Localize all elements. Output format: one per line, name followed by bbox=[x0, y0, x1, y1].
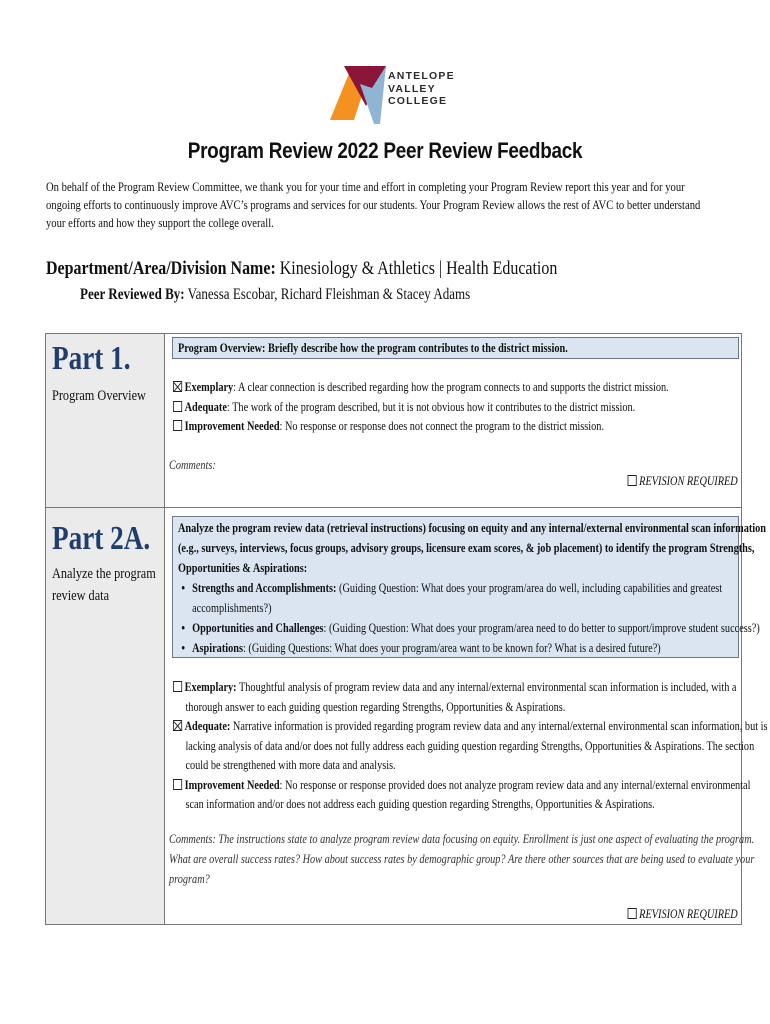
part2a-question bbox=[178, 518, 766, 658]
logo-text bbox=[388, 70, 455, 108]
bullet-label: Aspirations bbox=[192, 641, 243, 655]
option-continuation: could be strengthened with more data and analysis. bbox=[185, 758, 396, 772]
question-line: (e.g., surveys, interviews, focus groups, advisory groups, licensure exam scores, & job placement) to identify the program Strengths, bbox=[178, 541, 755, 555]
option-continuation: thorough answer to each guiding question regarding Strengths, Opportunities & Aspirations. bbox=[185, 699, 566, 714]
part1-options bbox=[173, 378, 669, 437]
option-label: Adequate bbox=[184, 399, 227, 414]
department-label: Department/Area/Division Name: bbox=[46, 258, 276, 279]
option-label: Exemplary bbox=[184, 380, 234, 394]
comment-line: Comments: The instructions state to analyze program review data focusing on equity. Enrollment is just one aspect of evaluating the program. bbox=[169, 832, 755, 846]
checkbox-checked-icon[interactable] bbox=[173, 381, 182, 392]
peer-value: Vanessa Escobar, Richard Fleishman & Stacey Adams bbox=[187, 286, 471, 303]
option-improvement-needed bbox=[173, 776, 768, 796]
intro-paragraph: On behalf of the Program Review Committee, we thank you for your time and effort in completing your Program Review report this year and for your ongoing efforts to continuously improve AVC’s programs and services for our students. Your Program Review allows the rest of AVC to better understand your efforts and how they support the college overall. bbox=[46, 180, 701, 230]
checkbox-icon[interactable] bbox=[173, 681, 182, 692]
option-text: : The work of the program described, but it is not obvious how it contributes to the district mission. bbox=[226, 399, 636, 414]
logo-line: VALLEY bbox=[388, 82, 436, 95]
part2a-comments bbox=[169, 829, 754, 889]
bullet-text: : (Guiding Question: What does your program/area need to do better to support/improve student success?) bbox=[323, 621, 760, 635]
revision-label: REVISION REQUIRED bbox=[639, 474, 738, 488]
row-divider bbox=[46, 507, 741, 508]
list-item bbox=[178, 638, 766, 658]
part1-question-box bbox=[172, 337, 739, 359]
part2a-subtitle bbox=[52, 563, 167, 607]
revision-label: REVISION REQUIRED bbox=[639, 907, 738, 921]
peer-reviewed-line bbox=[80, 286, 470, 304]
option-adequate bbox=[173, 717, 768, 737]
question-line: Analyze the program review data (retrieval instructions) focusing on equity and any internal/external environmental scan information bbox=[178, 521, 766, 535]
part2a-question-box bbox=[172, 516, 766, 658]
part-column bbox=[46, 334, 165, 924]
option-text: : No response or response provided does not analyze program review data and any internal/external environmental bbox=[279, 777, 751, 792]
option-text: Narrative information is provided regarding program review data and any internal/external environmental scan information, but is bbox=[230, 719, 768, 733]
part1-question: Program Overview: Briefly describe how the program contributes to the district mission. bbox=[178, 341, 568, 355]
option-text: : A clear connection is described regarding how the program connects to and supports the district mission. bbox=[233, 380, 669, 394]
part2a-options bbox=[173, 678, 768, 815]
comment-line: What are overall success rates? How about success rates by demographic group? Are there other sources that are being used to evaluate your bbox=[169, 852, 755, 866]
option-label: Exemplary: bbox=[184, 680, 237, 694]
part1-heading: Part 1. bbox=[52, 340, 131, 377]
bullet-text: (Guiding Question: What does your program/area do well, including capabilities and greatest bbox=[336, 581, 723, 595]
part2a-subtitle-line: review data bbox=[52, 588, 110, 604]
part1-subtitle: Program Overview bbox=[52, 388, 146, 404]
logo-line: COLLEGE bbox=[388, 95, 448, 107]
list-item bbox=[178, 618, 766, 638]
option-text: Thoughtful analysis of program review data and any internal/external environmental scan information is included, with a bbox=[236, 680, 737, 694]
department-value: Kinesiology & Athletics | Health Education bbox=[279, 258, 558, 279]
part1-comments: Comments: bbox=[169, 458, 216, 472]
option-continuation: lacking analysis of data and/or does not fully address each guiding question regarding Strengths, Opportunities & Aspirations. The section bbox=[185, 738, 755, 753]
review-table bbox=[45, 333, 768, 925]
department-line bbox=[46, 258, 557, 280]
option-improvement-needed bbox=[173, 417, 669, 437]
option-exemplary bbox=[173, 378, 669, 398]
checkbox-icon[interactable] bbox=[173, 420, 182, 431]
part2a-revision-required bbox=[628, 907, 738, 922]
guiding-questions-list bbox=[178, 578, 766, 658]
list-item bbox=[178, 578, 766, 618]
checkbox-icon[interactable] bbox=[173, 401, 182, 412]
bullet-label: Strengths and Accomplishments: bbox=[192, 581, 337, 595]
bullet-text: accomplishments?) bbox=[192, 601, 272, 615]
checkbox-icon[interactable] bbox=[628, 908, 637, 919]
checkbox-icon[interactable] bbox=[628, 475, 637, 486]
option-label: Improvement Needed bbox=[184, 777, 280, 792]
peer-label: Peer Reviewed By: bbox=[80, 286, 185, 303]
option-label: Improvement Needed bbox=[184, 419, 280, 433]
page-title: Program Review 2022 Peer Review Feedback bbox=[187, 138, 583, 163]
part2a-heading: Part 2A. bbox=[52, 520, 151, 557]
checkbox-checked-icon[interactable] bbox=[173, 720, 182, 731]
checkbox-icon[interactable] bbox=[173, 779, 182, 790]
logo-line: ANTELOPE bbox=[388, 70, 455, 82]
part1-revision-required bbox=[628, 474, 738, 489]
comment-line: program? bbox=[169, 872, 210, 886]
question-line: Opportunities & Aspirations: bbox=[178, 561, 308, 575]
part2a-subtitle-line: Analyze the program bbox=[52, 566, 156, 582]
option-continuation: scan information and/or does not address each guiding question regarding Strengths, Opportunities & Aspirations. bbox=[185, 797, 655, 811]
option-label: Adequate: bbox=[184, 719, 231, 733]
option-exemplary bbox=[173, 678, 768, 698]
bullet-label: Opportunities and Challenges bbox=[192, 621, 324, 635]
option-text: : No response or response does not connect the program to the district mission. bbox=[279, 419, 605, 433]
bullet-text: : (Guiding Questions: What does your program/area want to be known for? What is a desired future?) bbox=[242, 641, 661, 655]
option-adequate bbox=[173, 398, 669, 418]
